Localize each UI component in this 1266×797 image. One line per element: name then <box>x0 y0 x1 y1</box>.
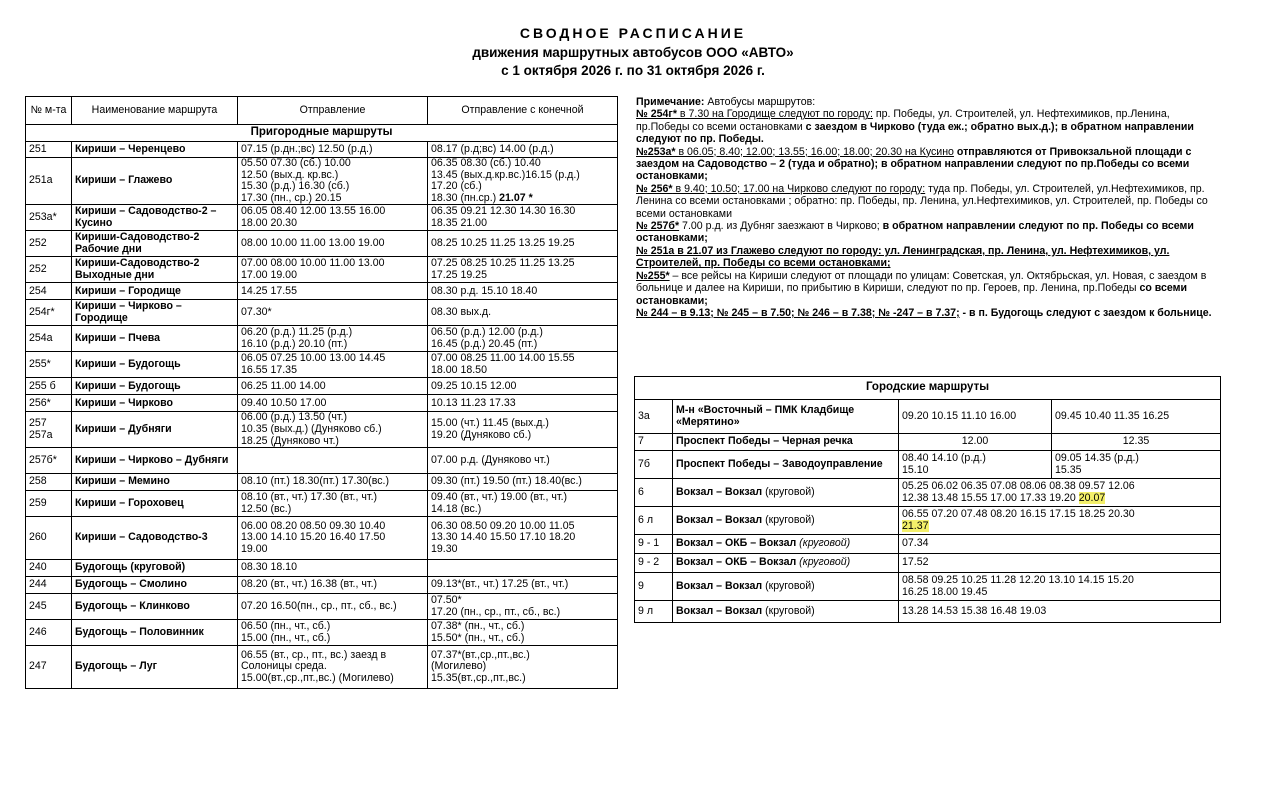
route-name: Будогощь – Луг <box>72 646 238 689</box>
departure-times: 08.10 (вт., чт.) 17.30 (вт., чт.) 12.50 (вс.) <box>238 491 428 517</box>
note-intro: Автобусы маршрутов: <box>704 96 816 108</box>
departure-times: 06.20 (р.д.) 11.25 (р.д.) 16.10 (р.д.) 20.10 (пт.) <box>238 326 428 352</box>
table-row <box>26 231 618 257</box>
departure-end-times: 08.17 (р.д;вс) 14.00 (р.д.) <box>428 142 618 158</box>
table-row <box>26 594 618 620</box>
departure-times: 12.00 <box>899 434 1052 451</box>
route-number: 240 <box>26 560 72 577</box>
departure-times: 06.55 07.20 07.48 08.20 16.15 17.15 18.25 20.30 21.37 <box>899 507 1221 535</box>
table-row <box>26 205 618 231</box>
route-name: Кириши-Садоводство-2 Рабочие дни <box>72 231 238 257</box>
route-number: 259 <box>26 491 72 517</box>
route-name: Кириши – Городище <box>72 283 238 300</box>
route-name: Кириши – Чирково – Городище <box>72 300 238 326</box>
title-line-2: движения маршрутных автобусов ООО «АВТО» <box>472 45 794 60</box>
note-label: Примечание: <box>636 96 705 108</box>
departure-times: 06.25 11.00 14.00 <box>238 378 428 395</box>
note-route-251a: № 251а в 21.07 из Глажево следуют по городу: ул. Ленинградская, пр. Ленина, ул. Нефтехимиков, ул. Строителей, пр. Победы со всеми остановками; <box>636 244 1170 270</box>
header-route-number: № м-та <box>26 97 72 125</box>
route-name: Вокзал – ОКБ – Вокзал (круговой) <box>673 554 899 573</box>
route-number: 244 <box>26 577 72 594</box>
route-name: Будогощь (круговой) <box>72 560 238 577</box>
table-row <box>635 573 1221 601</box>
route-number: 246 <box>26 620 72 646</box>
route-type: (круговой) <box>796 537 851 550</box>
departure-end-times: 08.30 вых.д. <box>428 300 618 326</box>
route-name: Кириши – Глажево <box>72 158 238 205</box>
route-number: 257б* <box>26 448 72 474</box>
departure-times: 13.28 14.53 15.38 16.48 19.03 <box>899 601 1221 623</box>
departure-times: 07.20 16.50(пн., ср., пт., сб., вс.) <box>238 594 428 620</box>
departure-end-times: 08.25 10.25 11.25 13.25 19.25 <box>428 231 618 257</box>
route-name: Будогощь – Клинково <box>72 594 238 620</box>
table-row <box>635 535 1221 554</box>
departure-times: 07.15 (р.дн.;вс) 12.50 (р.д.) <box>238 142 428 158</box>
route-number: 251 <box>26 142 72 158</box>
table-row <box>26 257 618 283</box>
header-departure-end: Отправление с конечной <box>428 97 618 125</box>
highlighted-time: 21.37 <box>902 519 929 532</box>
departure-times: 06.00 (р.д.) 13.50 (чт.) 10.35 (вых.д.) (Дуняково сб.) 18.25 (Дуняково чт.) <box>238 412 428 448</box>
route-name: Вокзал – Вокзал (круговой) <box>673 601 899 623</box>
departure-times: 07.30* <box>238 300 428 326</box>
departure-times: 17.52 <box>899 554 1221 573</box>
departure-end-times: 07.37*(вт.,ср.,пт.,вс.) (Могилево) 15.35(вт.,ср.,пт.,вс.) <box>428 646 618 689</box>
table-row <box>26 395 618 412</box>
table-row <box>26 577 618 594</box>
route-name: Кириши – Мемино <box>72 474 238 491</box>
route-name: Кириши – Гороховец <box>72 491 238 517</box>
table-row <box>26 300 618 326</box>
highlighted-time: 20.07 <box>1078 491 1106 504</box>
note-route-253a: №253а* <box>636 145 676 158</box>
suburban-schedule-table <box>25 96 618 689</box>
route-name: Кириши – Садоводство-2 – Кусино <box>72 205 238 231</box>
route-number: 253а* <box>26 205 72 231</box>
departure-times: 08.58 09.25 10.25 11.28 12.20 13.10 14.15 15.20 16.25 18.00 19.45 <box>899 573 1221 601</box>
route-type: (круговой) <box>762 604 815 617</box>
departure-times: 08.10 (пт.) 18.30(пт.) 17.30(вс.) <box>238 474 428 491</box>
route-number: 254а <box>26 326 72 352</box>
route-notes <box>636 96 1226 319</box>
route-name: Кириши – Чирково – Дубняги <box>72 448 238 474</box>
route-name: Проспект Победы – Заводоуправление <box>673 451 899 479</box>
route-number: 252 <box>26 257 72 283</box>
route-name: Кириши – Садоводство-3 <box>72 517 238 560</box>
route-name: Кириши – Пчева <box>72 326 238 352</box>
route-name: М-н «Восточный – ПМК Кладбище «Мерятино» <box>673 400 899 434</box>
departure-times: 06.00 08.20 08.50 09.30 10.40 13.00 14.10 15.20 16.40 17.50 19.00 <box>238 517 428 560</box>
note-route-254g: № 254г* <box>636 108 677 121</box>
note-text: с заездом в Чирково (туда еж.; обратно вых.д.); в обратном направлении следуют по пр. Победы. <box>636 120 1194 146</box>
table-row <box>26 560 618 577</box>
departure-times: 08.00 10.00 11.00 13.00 19.00 <box>238 231 428 257</box>
route-number: 257 257а <box>26 412 72 448</box>
note-text: в обратном направлении следуют по пр. Победы со всеми остановками; <box>636 220 1194 245</box>
departure-times: 06.55 (вт., ср., пт., вс.) заезд в Солоницы среда. 15.00(вт.,ср.,пт.,вс.) (Могилево) <box>238 646 428 689</box>
section-suburban: Пригородные маршруты <box>26 125 618 142</box>
route-name: Кириши – Будогощь <box>72 352 238 378</box>
section-city: Городские маршруты <box>635 377 1221 400</box>
route-type: (круговой) <box>762 513 815 526</box>
departure-times: 05.25 06.02 06.35 07.08 08.06 08.38 09.57 12.06 12.38 13.48 15.55 17.00 17.33 19.20 20.07 <box>899 479 1221 507</box>
table-row <box>26 646 618 689</box>
departure-end-times: 06.30 08.50 09.20 10.00 11.05 13.30 14.40 15.50 17.10 18.20 19.30 <box>428 517 618 560</box>
departure-times <box>238 448 428 474</box>
route-number: 260 <box>26 517 72 560</box>
table-row <box>635 554 1221 573</box>
route-name: Кириши – Будогощь <box>72 378 238 395</box>
note-text: – все рейсы на Кириши следуют от площади по улицам: Советская, ул. Октябрьская, ул. Новая, с заездом в больнице и далее на Кириши, по прибытию в Кириши, следуют по пр. Героев, пр. Ленина, пр.Победы <box>636 269 1207 295</box>
departure-end-times: 09.40 (вт., чт.) 19.00 (вт., чт.) 14.18 (вс.) <box>428 491 618 517</box>
route-name: Кириши-Садоводство-2 Выходные дни <box>72 257 238 283</box>
departure-time-bold: 21.07 * <box>496 191 533 204</box>
departure-times: 08.20 (вт., чт.) 16.38 (вт., чт.) <box>238 577 428 594</box>
note-text: отправляются от Привокзальной площади с заездом на Садоводство – 2 (туда и обратно); в обратном направлении следуют по пр.Победы со всеми остановками; <box>636 145 1192 183</box>
header-departure: Отправление <box>238 97 428 125</box>
route-name: Вокзал – Вокзал (круговой) <box>673 507 899 535</box>
note-route-257b: № 257б* <box>636 220 680 233</box>
departure-end-times: 07.00 р.д. (Дуняково чт.) <box>428 448 618 474</box>
route-number: 6 л <box>635 507 673 535</box>
route-name: Проспект Победы – Черная речка <box>673 434 899 451</box>
table-row <box>635 601 1221 623</box>
route-type: (круговой) <box>762 579 815 592</box>
table-row <box>26 448 618 474</box>
route-number: 258 <box>26 474 72 491</box>
table-row <box>26 352 618 378</box>
note-text: в 9.40; 10.50; 17.00 на Чирково следуют по городу: <box>672 182 926 195</box>
note-text: в 7.30 на Городище следуют по городу: <box>676 108 873 121</box>
note-text: - в п. Будогощь следуют с заездом к больнице. <box>959 306 1212 319</box>
departure-end-times: 07.25 08.25 10.25 11.25 13.25 17.25 19.25 <box>428 257 618 283</box>
route-number: 6 <box>635 479 673 507</box>
table-row <box>26 620 618 646</box>
departure-end-times: 08.30 р.д. 15.10 18.40 <box>428 283 618 300</box>
city-schedule-table <box>634 376 1221 623</box>
route-name: Будогощь – Половинник <box>72 620 238 646</box>
route-number: 256* <box>26 395 72 412</box>
departure-end-times: 07.00 08.25 11.00 14.00 15.55 18.00 18.50 <box>428 352 618 378</box>
departure-end-times: 06.35 08.30 (сб.) 10.40 13.45 (вых.д.кр.вс.)16.15 (р.д.) 17.20 (сб.) 18.30 (пн.ср.) 21.07 * <box>428 158 618 205</box>
table-row <box>635 434 1221 451</box>
route-number: 245 <box>26 594 72 620</box>
departure-times: 07.00 08.00 10.00 11.00 13.00 17.00 19.00 <box>238 257 428 283</box>
table-row <box>26 378 618 395</box>
departure-end-times: 09.30 (пт.) 19.50 (пт.) 18.40(вс.) <box>428 474 618 491</box>
route-number: 247 <box>26 646 72 689</box>
table-row <box>26 491 618 517</box>
route-number: 7б <box>635 451 673 479</box>
route-number: 9 <box>635 573 673 601</box>
departure-times: 05.50 07.30 (сб.) 10.00 12.50 (вых.д. кр.вс.) 15.30 (р.д.) 16.30 (сб.) 17.30 (пн., ср.) 20.15 <box>238 158 428 205</box>
table-row <box>26 142 618 158</box>
title-line-1: СВОДНОЕ РАСПИСАНИЕ <box>519 25 747 41</box>
table-row <box>26 326 618 352</box>
route-type: (круговой) <box>796 556 851 569</box>
departure-times: 06.05 07.25 10.00 13.00 14.45 16.55 17.35 <box>238 352 428 378</box>
departure-end-times: 07.38* (пн., чт., сб.) 15.50* (пн., чт., сб.) <box>428 620 618 646</box>
route-name: Кириши – Черенцево <box>72 142 238 158</box>
departure-times: 08.40 14.10 (р.д.) 15.10 <box>899 451 1052 479</box>
departure-times: 09.20 10.15 11.10 16.00 <box>899 400 1052 434</box>
route-number: 9 - 2 <box>635 554 673 573</box>
departure-times: 07.34 <box>899 535 1221 554</box>
route-number: 3а <box>635 400 673 434</box>
departure-end-times: 06.50 (р.д.) 12.00 (р.д.) 16.45 (р.д.) 20.45 (пт.) <box>428 326 618 352</box>
route-name: Будогощь – Смолино <box>72 577 238 594</box>
note-text: туда пр. Победы, ул. Строителей, ул.Нефтехимиков, пр. Ленина со всеми остановками ; обратно: пр. Победы, пр. Ленина, ул.Нефтехимиков, ул. Строителей, пр. Победы со всеми остановками <box>636 182 1208 220</box>
departure-end-times: 07.50* 17.20 (пн., ср., пт., сб., вс.) <box>428 594 618 620</box>
header-route-name: Наименование маршрута <box>72 97 238 125</box>
departure-end-times: 09.13*(вт., чт.) 17.25 (вт., чт.) <box>428 577 618 594</box>
note-route-255: №255* <box>636 269 670 282</box>
note-route-256: № 256* <box>636 182 673 195</box>
table-row <box>635 507 1221 535</box>
note-text: в 06.05; 8.40; 12.00; 13.55; 16.00; 18.00; 20.30 на Кусино <box>675 145 954 158</box>
departure-times: 08.30 18.10 <box>238 560 428 577</box>
table-row <box>635 451 1221 479</box>
table-row <box>26 283 618 300</box>
departure-end-times: 06.35 09.21 12.30 14.30 16.30 18.35 21.00 <box>428 205 618 231</box>
departure-times: 06.50 (пн., чт., сб.) 15.00 (пн., чт., сб.) <box>238 620 428 646</box>
note-text: со всеми остановками; <box>636 282 1187 307</box>
departure-times: 14.25 17.55 <box>238 283 428 300</box>
route-name: Кириши – Чирково <box>72 395 238 412</box>
note-routes-244-247: № 244 – в 9.13; № 245 – в 7.50; № 246 – в 7.38; № -247 – в 7.37; <box>636 306 960 319</box>
route-number: 9 - 1 <box>635 535 673 554</box>
departure-end-times: 09.25 10.15 12.00 <box>428 378 618 395</box>
route-name: Вокзал – Вокзал (круговой) <box>673 479 899 507</box>
note-text: 7.00 р.д. из Дубняг заезжают в Чирково; <box>679 220 880 233</box>
departure-end-times: 09.45 10.40 11.35 16.25 <box>1052 400 1221 434</box>
route-number: 254 <box>26 283 72 300</box>
table-row <box>26 158 618 205</box>
table-row <box>26 474 618 491</box>
route-type: (круговой) <box>762 485 815 498</box>
departure-end-times <box>428 560 618 577</box>
route-number: 251а <box>26 158 72 205</box>
departure-times: 09.40 10.50 17.00 <box>238 395 428 412</box>
route-number: 255 б <box>26 378 72 395</box>
note-text: пр. Победы, ул. Строителей, ул. Нефтехимиков, пр.Ленина, пр.Победы со всеми остановками <box>636 108 1170 133</box>
route-name: Кириши – Дубняги <box>72 412 238 448</box>
route-name: Вокзал – Вокзал (круговой) <box>673 573 899 601</box>
departure-times: 06.05 08.40 12.00 13.55 16.00 18.00 20.30 <box>238 205 428 231</box>
departure-end-times: 15.00 (чт.) 11.45 (вых.д.) 19.20 (Дуняково сб.) <box>428 412 618 448</box>
table-row <box>26 517 618 560</box>
route-number: 9 л <box>635 601 673 623</box>
route-number: 252 <box>26 231 72 257</box>
table-row <box>635 400 1221 434</box>
departure-end-times: 10.13 11.23 17.33 <box>428 395 618 412</box>
route-name: Вокзал – ОКБ – Вокзал (круговой) <box>673 535 899 554</box>
route-number: 255* <box>26 352 72 378</box>
departure-end-times: 12.35 <box>1052 434 1221 451</box>
departure-end-times: 09.05 14.35 (р.д.) 15.35 <box>1052 451 1221 479</box>
table-row <box>635 479 1221 507</box>
route-number: 254г* <box>26 300 72 326</box>
title-line-3: с 1 октября 2026 г. по 31 октября 2026 г. <box>501 63 765 78</box>
route-number: 7 <box>635 434 673 451</box>
table-row <box>26 412 618 448</box>
